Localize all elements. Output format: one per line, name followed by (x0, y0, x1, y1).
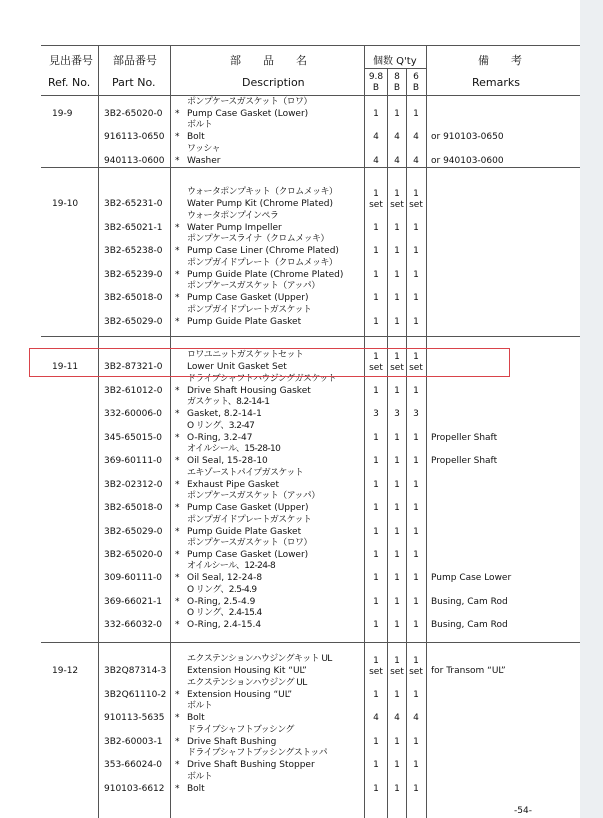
replacement-mark: * (175, 737, 180, 747)
qty-value: 1 (413, 480, 419, 490)
replacement-mark: * (175, 433, 180, 443)
qty-value: 1 (373, 597, 379, 607)
qty-value: 1 (413, 433, 419, 443)
qty-value: 1 (394, 246, 400, 256)
description-en: Lower Unit Gasket Set (187, 362, 287, 372)
qty-value: 1 set (369, 352, 383, 373)
part-number: 3B2Q61110-2 (104, 690, 167, 700)
remarks: or 940103-0600 (431, 156, 504, 166)
description-jp: O リング、3.2-47 (187, 421, 255, 431)
qty-value: 1 set (409, 352, 423, 373)
replacement-mark: * (175, 409, 180, 419)
qty-value: 1 (373, 246, 379, 256)
description-en: O-Ring, 2.4-15.4 (187, 620, 262, 630)
description-en: Pump Guide Plate (Chrome Plated) (187, 270, 344, 280)
part-number: 910113-5635 (104, 713, 165, 723)
description-en: Washer (187, 156, 221, 166)
qty-value: 4 (394, 132, 400, 142)
qty-value: 1 (394, 527, 400, 537)
description-en: Pump Guide Plate Gasket (187, 317, 302, 327)
highlight-box (29, 348, 510, 377)
qty-value: 1 (413, 456, 419, 466)
replacement-mark: * (175, 760, 180, 770)
part-number: 369-60111-0 (104, 456, 163, 466)
qty-col-3-bottom: B (412, 83, 420, 93)
qty-value: 4 (394, 713, 400, 723)
description-jp: ポンプガイドプレート（クロムメッキ） (187, 258, 338, 268)
part-number: 3B2-65020-0 (104, 550, 163, 560)
qty-value: 1 set (369, 656, 383, 677)
part-number: 940113-0600 (104, 156, 165, 166)
description-en: Pump Case Gasket (Upper) (187, 293, 309, 303)
description-jp: ポンプケースガスケット（ロワ） (187, 97, 312, 107)
header-mid-rule (364, 68, 426, 69)
page-number: -54- (514, 806, 532, 816)
qty-col-1-top: 9.8 (368, 72, 384, 82)
description-en: Oil Seal, 15-28-10 (187, 456, 268, 466)
description-en: O-Ring, 2.5-4.9 (187, 597, 256, 607)
replacement-mark: * (175, 480, 180, 490)
part-number: 369-66021-1 (104, 597, 163, 607)
qty-value: 1 (413, 270, 419, 280)
header-top-rule (41, 45, 580, 46)
description-jp: エキゾーストパイプガスケット (187, 468, 304, 478)
qty-value: 1 (413, 737, 419, 747)
part-number: 3B2-65238-0 (104, 246, 163, 256)
qty-value: 1 (413, 550, 419, 560)
part-number: 309-60111-0 (104, 573, 163, 583)
header-desc-en: Description (242, 76, 305, 89)
qty-value: 1 set (369, 189, 383, 210)
qty-value: 1 (394, 737, 400, 747)
description-jp: O リング、2.5-4.9 (187, 585, 257, 595)
part-number: 910103-6612 (104, 784, 165, 794)
col-rule-2 (170, 45, 171, 818)
replacement-mark: * (175, 597, 180, 607)
qty-value: 1 set (390, 189, 404, 210)
description-en: Pump Case Gasket (Lower) (187, 109, 309, 119)
col-rule-4 (387, 68, 388, 818)
replacement-mark: * (175, 223, 180, 233)
part-number: 3B2-65231-0 (104, 199, 163, 209)
description-jp: オイルシール、15-28-10 (187, 444, 281, 454)
qty-value: 1 (394, 109, 400, 119)
ref-number: 19-12 (52, 666, 79, 676)
replacement-mark: * (175, 156, 180, 166)
description-en: Exhaust Pipe Gasket (187, 480, 279, 490)
replacement-mark: * (175, 109, 180, 119)
header-remarks-en: Remarks (472, 76, 520, 89)
qty-col-1-bottom: B (372, 83, 380, 93)
description-en: Pump Guide Plate Gasket (187, 527, 302, 537)
qty-value: 1 (373, 456, 379, 466)
qty-value: 1 (394, 433, 400, 443)
header-ref-en: Ref. No. (48, 76, 91, 89)
part-number: 3B2-02312-0 (104, 480, 163, 490)
qty-value: 3 (394, 409, 400, 419)
qty-value: 1 (413, 246, 419, 256)
part-number: 3B2-65029-0 (104, 317, 163, 327)
header-part-jp: 部品番号 (113, 54, 157, 67)
description-jp: オイルシール、12-24-8 (187, 561, 276, 571)
description-jp: ガスケット、8.2-14-1 (187, 397, 270, 407)
qty-value: 1 (394, 223, 400, 233)
description-en: Bolt (187, 713, 205, 723)
qty-value: 1 (394, 317, 400, 327)
qty-value: 1 (394, 573, 400, 583)
qty-value: 4 (413, 132, 419, 142)
replacement-mark: * (175, 386, 180, 396)
description-jp: ポンプケースガスケット（ロワ） (187, 538, 312, 548)
replacement-mark: * (175, 713, 180, 723)
description-en: Drive Shaft Housing Gasket (187, 386, 311, 396)
qty-value: 1 set (409, 656, 423, 677)
description-en: Pump Case Gasket (Upper) (187, 503, 309, 513)
qty-value: 4 (394, 156, 400, 166)
qty-value: 1 (413, 223, 419, 233)
section-rule (41, 642, 580, 643)
qty-value: 1 (413, 597, 419, 607)
remarks: Busing, Cam Rod (431, 620, 508, 630)
col-rule-1 (98, 45, 99, 818)
part-number: 3B2Q87314-3 (104, 666, 167, 676)
ref-number: 19-9 (52, 109, 73, 119)
qty-value: 1 (413, 293, 419, 303)
replacement-mark: * (175, 270, 180, 280)
qty-value: 1 (373, 433, 379, 443)
replacement-mark: * (175, 132, 180, 142)
description-en: Drive Shaft Bushing Stopper (187, 760, 315, 770)
col-rule-3 (364, 45, 365, 818)
header-part-en: Part No. (112, 76, 156, 89)
qty-value: 4 (373, 713, 379, 723)
replacement-mark: * (175, 690, 180, 700)
replacement-mark: * (175, 317, 180, 327)
remarks: Busing, Cam Rod (431, 597, 508, 607)
part-number: 3B2-65018-0 (104, 293, 163, 303)
part-number: 3B2-60003-1 (104, 737, 163, 747)
description-en: Extension Housing “UL” (187, 690, 293, 700)
qty-value: 1 (373, 690, 379, 700)
description-en: Bolt (187, 784, 205, 794)
replacement-mark: * (175, 620, 180, 630)
qty-value: 1 (413, 573, 419, 583)
qty-value: 1 (413, 690, 419, 700)
qty-value: 1 (373, 737, 379, 747)
description-jp: ポンプガイドプレートガスケット (187, 305, 312, 315)
qty-value: 1 (394, 456, 400, 466)
qty-value: 1 (394, 293, 400, 303)
section-rule (41, 336, 580, 337)
qty-value: 3 (413, 409, 419, 419)
qty-value: 1 (373, 386, 379, 396)
replacement-mark: * (175, 246, 180, 256)
part-number: 916113-0650 (104, 132, 165, 142)
replacement-mark: * (175, 503, 180, 513)
header-qty-jp: 個数 Q'ty (373, 56, 417, 67)
qty-value: 1 (394, 386, 400, 396)
description-en: Extension Housing Kit “UL” (187, 666, 307, 676)
qty-value: 1 (413, 760, 419, 770)
header-desc-jp: 部 品 名 (230, 54, 307, 67)
description-jp: ドライブシャフトブッシング (187, 725, 294, 735)
replacement-mark: * (175, 527, 180, 537)
part-number: 3B2-65018-0 (104, 503, 163, 513)
part-number: 3B2-65239-0 (104, 270, 163, 280)
ref-number: 19-10 (52, 199, 79, 209)
qty-value: 1 (373, 784, 379, 794)
qty-value: 1 (413, 386, 419, 396)
description-jp: ドライブシャフトブッシングストッパ (187, 748, 328, 758)
replacement-mark: * (175, 456, 180, 466)
description-en: Drive Shaft Bushing (187, 737, 277, 747)
description-jp: ボルト (187, 120, 213, 130)
qty-value: 1 (373, 223, 379, 233)
qty-value: 1 (394, 784, 400, 794)
qty-value: 1 (394, 760, 400, 770)
remarks: for Transom “UL” (431, 666, 506, 676)
qty-value: 1 set (390, 656, 404, 677)
description-en: Bolt (187, 132, 205, 142)
qty-value: 1 set (390, 352, 404, 373)
qty-value: 1 (394, 270, 400, 280)
description-jp: ボルト (187, 772, 213, 782)
part-number: 3B2-65020-0 (104, 109, 163, 119)
qty-value: 1 (373, 620, 379, 630)
qty-value: 1 (373, 760, 379, 770)
qty-value: 1 (413, 109, 419, 119)
part-number: 3B2-65021-1 (104, 223, 163, 233)
replacement-mark: * (175, 784, 180, 794)
qty-value: 1 (394, 620, 400, 630)
description-en: Pump Case Liner (Chrome Plated) (187, 246, 339, 256)
description-en: O-Ring, 3.2-47 (187, 433, 253, 443)
qty-value: 1 (373, 109, 379, 119)
part-number: 3B2-61012-0 (104, 386, 163, 396)
description-jp: ウォータポンプキット（クロムメッキ） (187, 187, 338, 197)
qty-value: 1 (373, 270, 379, 280)
section-rule (41, 167, 580, 168)
remarks: Propeller Shaft (431, 433, 498, 443)
header-bottom-rule (41, 95, 580, 96)
qty-col-2-top: 8 (394, 72, 400, 82)
remarks: Propeller Shaft (431, 456, 498, 466)
qty-value: 1 (394, 597, 400, 607)
qty-value: 4 (413, 156, 419, 166)
col-rule-5 (406, 68, 407, 818)
qty-value: 1 (413, 527, 419, 537)
qty-value: 1 (373, 480, 379, 490)
qty-value: 1 (373, 527, 379, 537)
description-en: Gasket, 8.2-14-1 (187, 409, 262, 419)
qty-col-2-bottom: B (393, 83, 401, 93)
description-en: Water Pump Kit (Chrome Plated) (187, 199, 333, 209)
description-jp: O リング、2.4-15.4 (187, 608, 262, 618)
remarks: or 910103-0650 (431, 132, 504, 142)
description-jp: ポンプガイドプレートガスケット (187, 515, 312, 525)
qty-value: 4 (373, 156, 379, 166)
qty-value: 1 (413, 317, 419, 327)
qty-value: 1 (394, 550, 400, 560)
scrollbar-track[interactable] (580, 0, 603, 818)
part-number: 3B2-87321-0 (104, 362, 163, 372)
qty-value: 1 (394, 480, 400, 490)
part-number: 3B2-65029-0 (104, 527, 163, 537)
header-remarks-jp: 備 考 (478, 54, 522, 67)
description-jp: エクステンションハウジングキット UL (187, 654, 332, 664)
qty-value: 1 (413, 784, 419, 794)
description-en: Water Pump Impeller (187, 223, 282, 233)
qty-value: 1 (373, 550, 379, 560)
qty-value: 1 (394, 503, 400, 513)
part-number: 345-65015-0 (104, 433, 163, 443)
replacement-mark: * (175, 293, 180, 303)
ref-number: 19-11 (52, 362, 79, 372)
description-jp: ウォータポンプインペラ (187, 211, 279, 221)
qty-value: 4 (413, 713, 419, 723)
qty-value: 3 (373, 409, 379, 419)
remarks: Pump Case Lower (431, 573, 512, 583)
description-jp: ポンプケースライナ（クロムメッキ） (187, 234, 329, 244)
description-jp: ポンプケースガスケット（アッパ） (187, 491, 320, 501)
part-number: 332-66032-0 (104, 620, 163, 630)
qty-value: 1 (413, 503, 419, 513)
qty-value: 4 (373, 132, 379, 142)
qty-value: 1 (413, 620, 419, 630)
description-jp: ドライブシャフトハウジングガスケット (187, 374, 337, 384)
description-en: Oil Seal, 12-24-8 (187, 573, 263, 583)
qty-value: 1 (373, 293, 379, 303)
replacement-mark: * (175, 573, 180, 583)
qty-value: 1 (373, 503, 379, 513)
description-en: Pump Case Gasket (Lower) (187, 550, 309, 560)
description-jp: エクステンションハウジング UL (187, 678, 307, 688)
col-rule-6 (426, 45, 427, 818)
qty-value: 1 (373, 573, 379, 583)
description-jp: ポンプケースガスケット（アッパ） (187, 281, 320, 291)
qty-value: 1 set (409, 189, 423, 210)
description-jp: ワッシャ (187, 144, 220, 154)
qty-value: 1 (394, 690, 400, 700)
qty-col-3-top: 6 (413, 72, 419, 82)
header-ref-jp: 見出番号 (49, 54, 93, 67)
description-jp: ロワユニットガスケットセット (187, 350, 304, 360)
part-number: 332-60006-0 (104, 409, 163, 419)
part-number: 353-66024-0 (104, 760, 163, 770)
description-jp: ボルト (187, 701, 213, 711)
replacement-mark: * (175, 550, 180, 560)
qty-value: 1 (373, 317, 379, 327)
